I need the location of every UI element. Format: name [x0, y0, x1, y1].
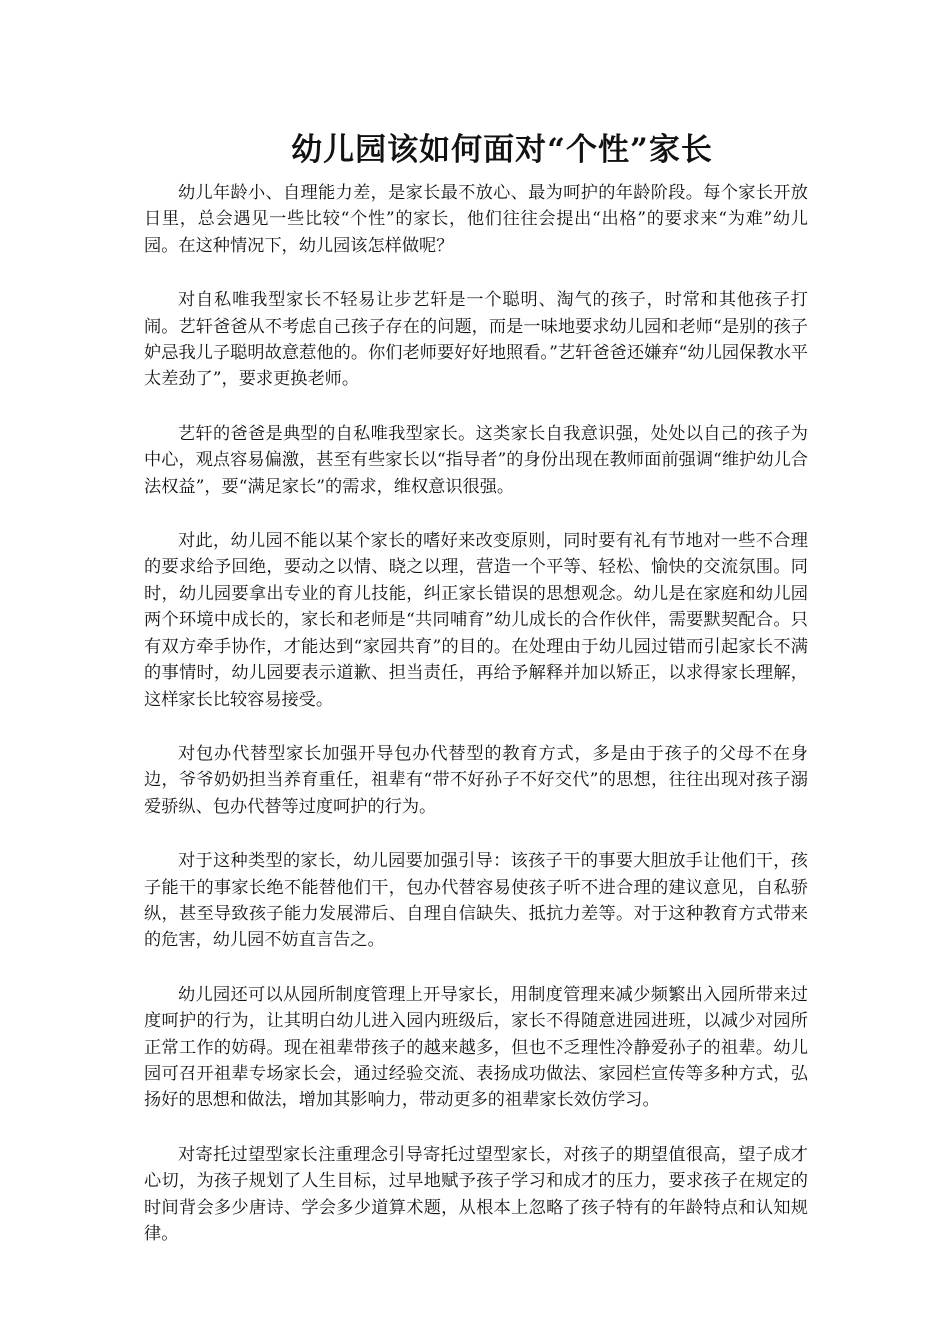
paragraph-7: 幼儿园还可以从园所制度管理上开导家长，用制度管理来减少频繁出入园所带来过度呵护的行为，让其明白幼儿进入园内班级后，家长不得随意进园进班，以减少对园所正常工作的妨碍。现在祖辈带孩子的越来越多，但也不乏理性冷静爱孙子的祖辈。幼儿园可召开祖辈专场家长会，通过经验交流、表扬成功做法、家园栏宣传等多种方式，弘扬好的思想和做法，增加其影响力，带动更多的祖辈家长效仿学习。: [144, 984, 808, 1111]
paragraph-2: 对自私唯我型家长不轻易让步艺轩是一个聪明、淘气的孩子，时常和其他孩子打闹。艺轩爸爸从不考虑自己孩子存在的问题，而是一味地要求幼儿园和老师“是别的孩子妒忌我儿子聪明故意惹他的。你们老师要好好地照看。”艺轩爸爸还嫌弃“幼儿园保教水平太差劲了”，要求更换老师。: [144, 290, 808, 390]
paragraph-4: 对此，幼儿园不能以某个家长的嗜好来改变原则，同时要有礼有节地对一些不合理的要求给予回绝，要动之以情、晓之以理，营造一个平等、轻松、愉快的交流氛围。同时，幼儿园要拿出专业的育儿技能，纠正家长错误的思想观念。幼儿是在家庭和幼儿园两个环境中成长的，家长和老师是“共同哺育”幼儿成长的合作伙伴，需要默契配合。只有双方牵手协作，才能达到“家园共育”的目的。在处理由于幼儿园过错而引起家长不满的事情时，幼儿园要表示道歉、担当责任，再给予解释并加以矫正，以求得家长理解，这样家长比较容易接受。: [144, 531, 808, 710]
paragraph-5: 对包办代替型家长加强开导包办代替型的教育方式，多是由于孩子的父母不在身边，爷爷奶奶担当养育重任，祖辈有“带不好孙子不好交代”的思想，往往出现对孩子溺爱骄纵、包办代替等过度呵护的行为。: [144, 743, 808, 817]
paragraph-3: 艺轩的爸爸是典型的自私唯我型家长。这类家长自我意识强，处处以自己的孩子为中心，观点容易偏激，甚至有些家长以“指导者”的身份出现在教师面前强调“维护幼儿合法权益”，要“满足家长”的需求，维权意识很强。: [144, 423, 808, 497]
document-page: [144, 128, 808, 1275]
paragraph-1: 幼儿年龄小、自理能力差，是家长最不放心、最为呵护的年龄阶段。每个家长开放日里，总会遇见一些比较“个性”的家长，他们往往会提出“出格”的要求来“为难”幼儿园。在这种情况下，幼儿园该怎样做呢？: [144, 183, 808, 256]
paragraph-6: 对于这种类型的家长，幼儿园要加强引导：该孩子干的事要大胆放手让他们干，孩子能干的事家长绝不能替他们干，包办代替容易使孩子听不进合理的建议意见，自私骄纵，甚至导致孩子能力发展滞后、自理自信缺失、抵抗力差等。对于这种教育方式带来的危害，幼儿园不妨直言告之。: [144, 851, 808, 951]
paragraph-8: 对寄托过望型家长注重理念引导寄托过望型家长，对孩子的期望值很高，望子成才心切，为孩子规划了人生目标，过早地赋予孩子学习和成才的压力，要求孩子在规定的时间背会多少唐诗、学会多少道算术题，从根本上忽略了孩子特有的年龄特点和认知规律。: [144, 1144, 808, 1244]
document-title: 幼儿园该如何面对“个性”家长: [291, 132, 713, 168]
